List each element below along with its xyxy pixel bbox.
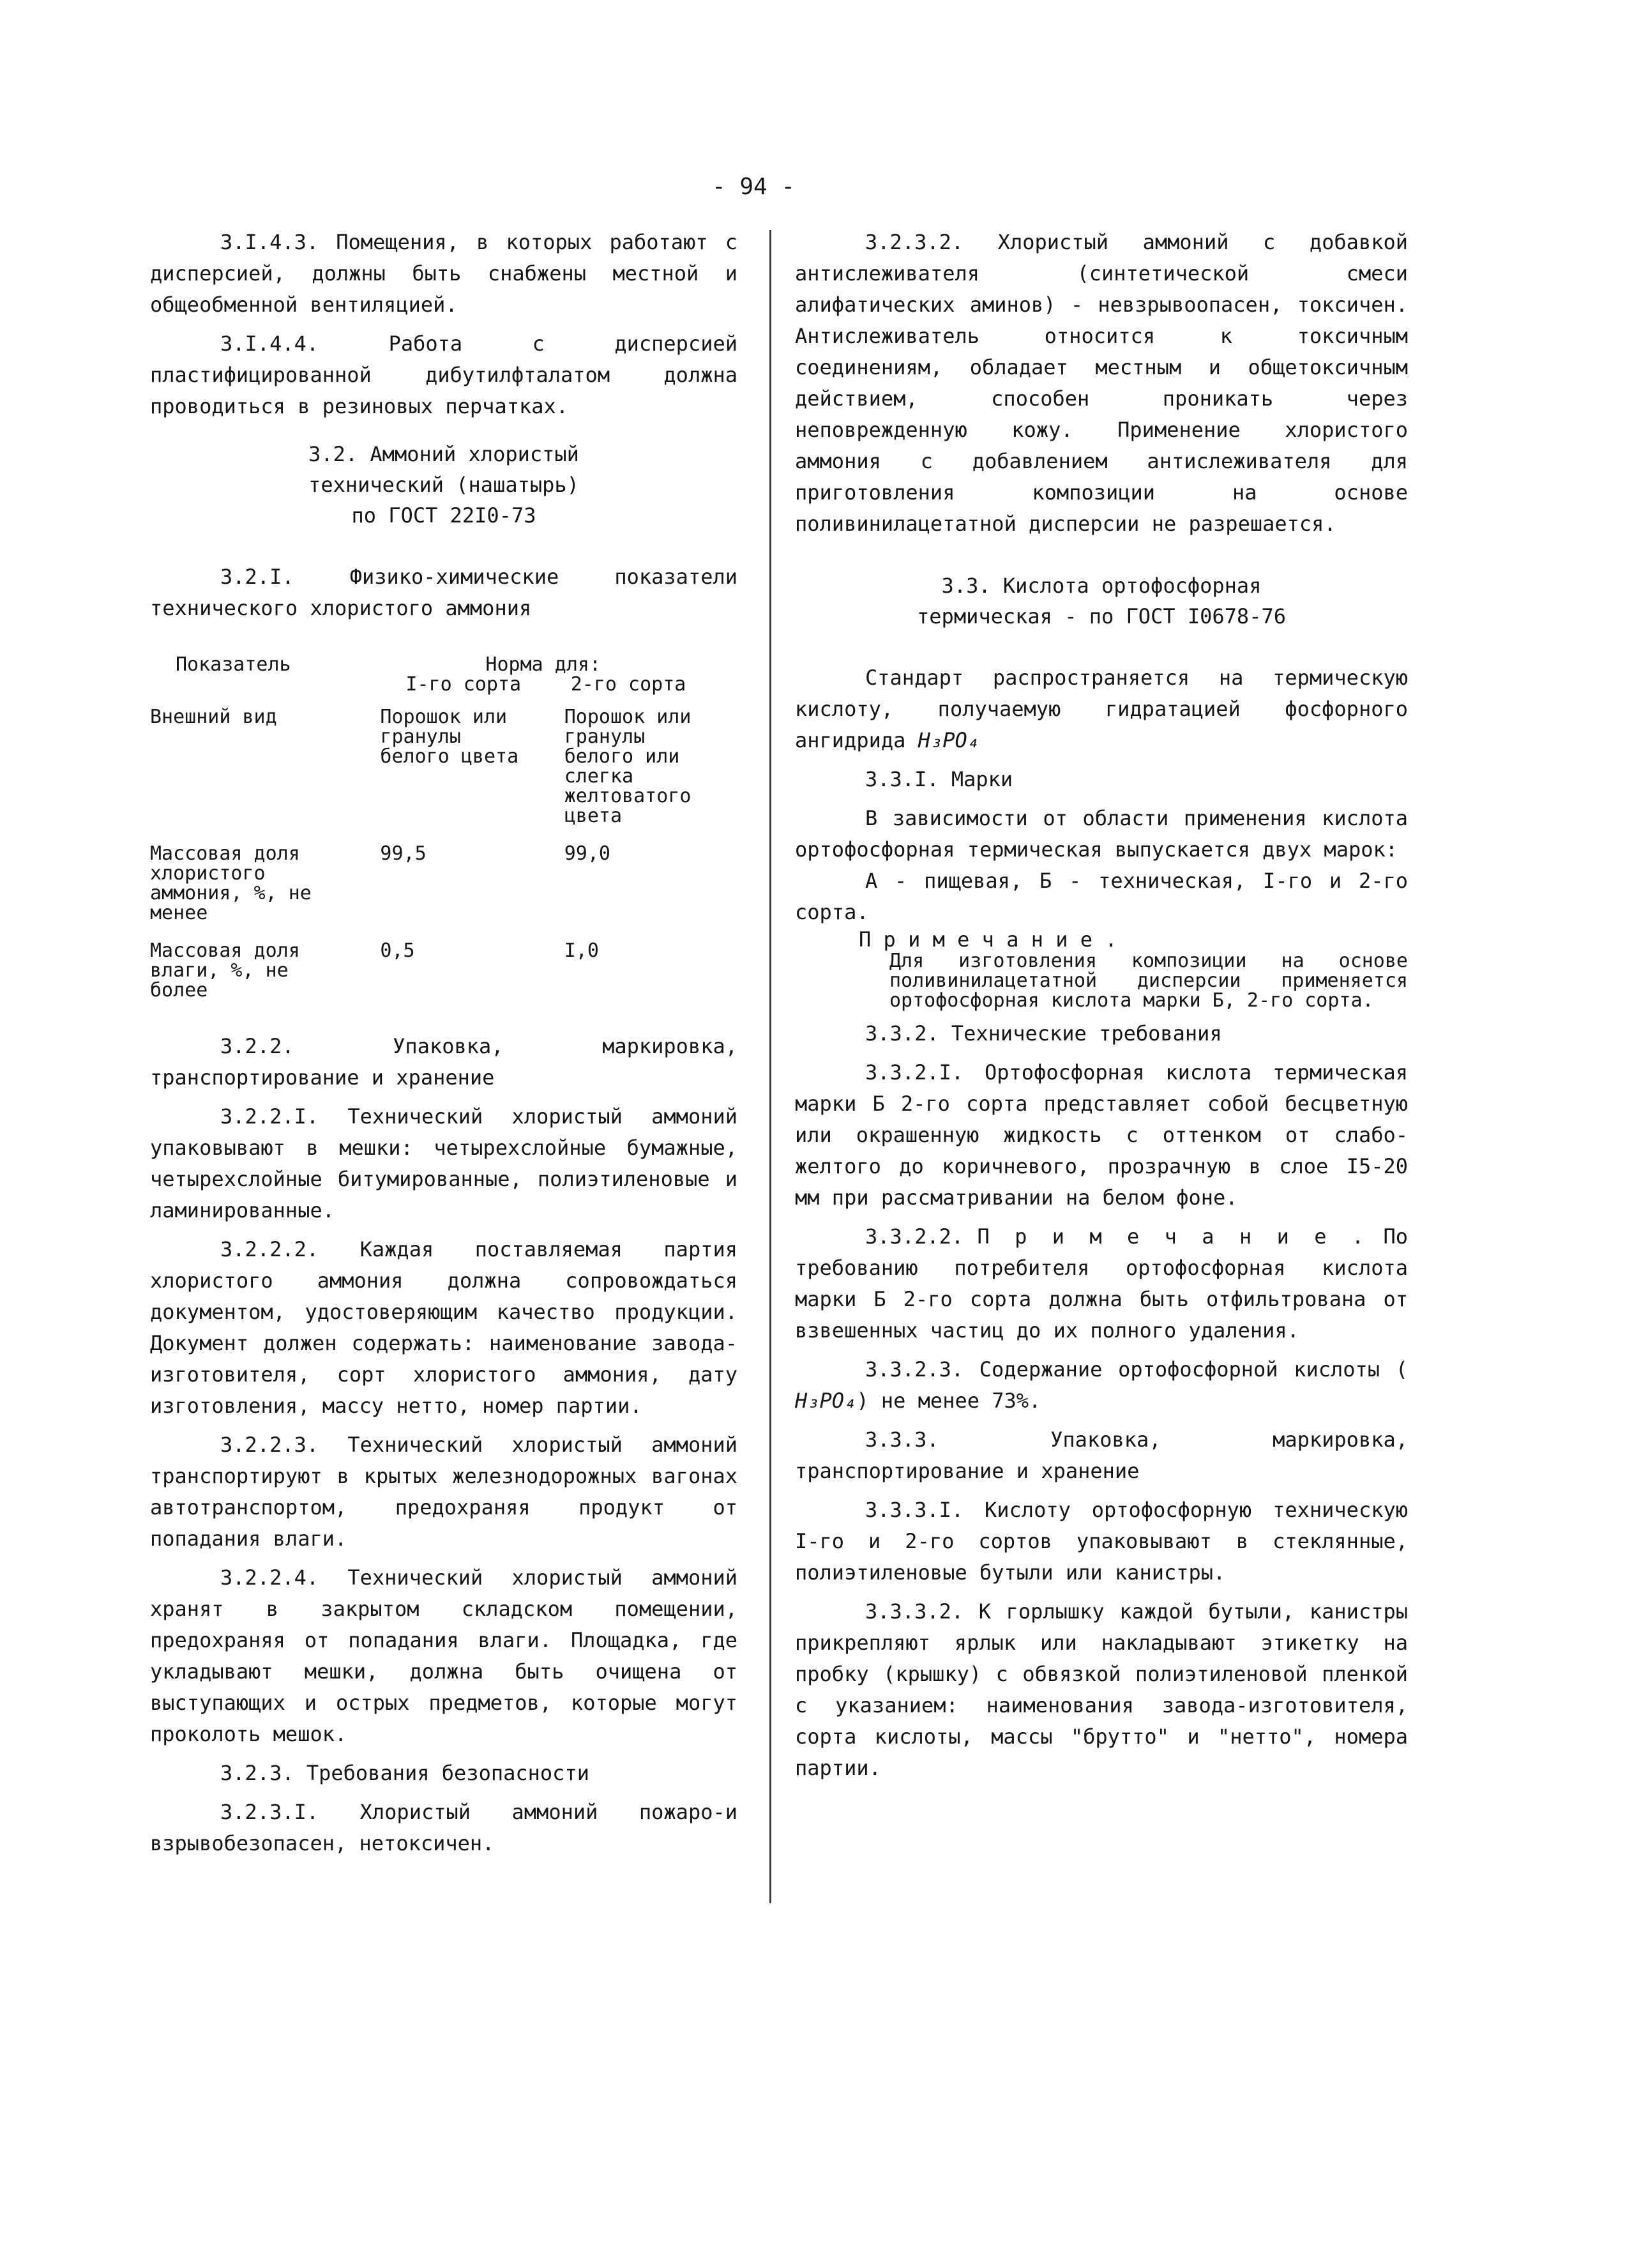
paragraph-3-3-2-1: 3.3.2.I. Ортофосфорная кислота термическая марки Б 2-го сорта представляет собой бесцветную или окрашенную жидкость с оттенком от слабо-желтого до коричневого, прозрачную в слое I5-20 мм при рассматривании на белом фоне. xyxy=(795,1060,1408,1210)
row-grade-2: 99,0 xyxy=(564,842,610,865)
table-subheader-row xyxy=(150,674,725,694)
paragraph-3-2-2-4: 3.2.2.4. Технический хлористый аммоний хранят в закрытом складском помещении, предохраняя от попадания влаги. Площадка, где укладывают мешки, должна быть очищена от выступающих и острых предметов, которые могут проколоть мешок. xyxy=(150,1565,737,1746)
header-norm: Норма для: xyxy=(485,653,601,676)
paragraph-3-2-2: 3.2.2. Упаковка, маркировка, транспортирование и хранение xyxy=(150,1034,737,1090)
header-grade-1: I-го сорта xyxy=(405,673,522,696)
table-row xyxy=(150,707,725,826)
table-row xyxy=(150,844,725,923)
formula-h3po4: H₃PO₄ xyxy=(918,728,979,752)
paragraph-3-3-2-3: 3.3.2.3. Содержание ортофосфорной кислоты ( H₃PO₄) не менее 73%. xyxy=(795,1357,1408,1413)
paragraph-3-2-3: 3.2.3. Требования безопасности xyxy=(220,1761,589,1785)
header-indicator: Показатель xyxy=(176,653,291,676)
paragraph-3-3-3-1: 3.3.3.I. Кислоту ортофосфорную техническую I-го и 2-го сортов упаковывают в стеклянные, полиэтиленовые бутыли или канистры. xyxy=(795,1498,1408,1585)
page-number: - 94 - xyxy=(712,174,796,200)
section-heading-line: по ГОСТ 22I0-73 xyxy=(351,503,536,528)
right-column xyxy=(795,227,1408,1784)
paragraph-grades: В зависимости от области применения кислота ортофосфорная термическая выпускается двух марок: xyxy=(795,806,1408,862)
row-grade-2: I,0 xyxy=(564,940,599,962)
paragraph-3-3-2: 3.3.2. Технические требования xyxy=(865,1021,1222,1046)
table-header-row xyxy=(150,655,725,674)
section-heading-line: термическая - по ГОСТ I0678-76 xyxy=(917,604,1286,628)
paragraph-3-2-3-1: 3.2.3.I. Хлористый аммоний пожаро-и взрывобезопасен, нетоксичен. xyxy=(150,1800,737,1855)
paragraph-intro: Стандарт распространяется на термическую кислоту, получаемую гидратацией фосфорного ангидрида H₃PO₄ xyxy=(795,666,1408,752)
paragraph-3-2-2-1: 3.2.2.I. Технический хлористый аммоний упаковывают в мешки: четырехслойные бумажные, четырехслойные битумированные, полиэтиленовые и ламинированные. xyxy=(150,1104,737,1222)
row-grade-1: 99,5 xyxy=(380,842,427,865)
row-grade-2: Порошок или гранулы белого или слегка желтоватого цвета xyxy=(564,706,692,827)
section-heading-line: технический (нашатырь) xyxy=(308,473,579,497)
section-heading-3-2 xyxy=(150,439,737,531)
section-heading-line: 3.2. Аммоний хлористый xyxy=(308,442,579,466)
row-grade-1: Порошок или гранулы белого цвета xyxy=(380,706,519,768)
header-grade-2: 2-го сорта xyxy=(570,673,686,696)
paragraph-grades-list: А - пищевая, Б - техническая, I-го и 2-го сорта. xyxy=(795,869,1408,924)
row-name: Массовая доля влаги, %, не более xyxy=(150,940,300,1001)
paragraph-3-3-1: 3.3.I. Марки xyxy=(865,767,1013,791)
row-name: Внешний вид xyxy=(150,706,277,728)
row-name: Массовая доля хлористого аммония, %, не менее xyxy=(150,842,312,924)
formula-h3po4: H₃PO₄ xyxy=(795,1389,857,1413)
paragraph-3-1-4-3: 3.I.4.3. Помещения, в которых работают с дисперсией, должны быть снабжены местной и общеобменной вентиляцией. xyxy=(150,230,737,317)
paragraph-3-2-2-2: 3.2.2.2. Каждая поставляемая партия хлористого аммония должна сопровождаться документом, удостоверяющим качество продукции. Документ должен содержать: наименование завода-изготовителя, сорт хлористого аммония, дату изготовления, массу нетто, номер партии. xyxy=(150,1237,737,1418)
note-label: П р и м е ч а н и е . xyxy=(859,927,1117,952)
section-heading-3-3 xyxy=(795,570,1408,632)
note-text: Для изготовления композиции на основе поливинилацетатной дисперсии применяется ортофосфорная кислота марки Б, 2-го сорта. xyxy=(889,950,1408,1012)
left-column xyxy=(150,227,737,1859)
paragraph-3-3-3: 3.3.3. Упаковка, маркировка, транспортирование и хранение xyxy=(795,1427,1408,1483)
properties-table xyxy=(150,655,725,1000)
paragraph-3-3-2-2: 3.3.2.2. П р и м е ч а н и е . По требованию потребителя ортофосфорная кислота марки Б 2-го сорта должна быть отфильтрована от взвешенных частиц до их полного удаления. xyxy=(795,1224,1409,1343)
paragraph-3-2-3-2: 3.2.3.2. Хлористый аммоний с добавкой антислеживателя (синтетической смеси алифатических аминов) - невзрывоопасен, токсичен. Антислеживатель относится к токсичным соединениям, обладает местным и общетоксичным действием, способен проникать через неповрежденную кожу. Применение хлористого аммония с добавлением антислеживателя для приготовления композиции на основе поливинилацетатной дисперсии не разрешается. xyxy=(795,230,1408,536)
section-heading-line: 3.3. Кислота ортофосфорная xyxy=(941,574,1262,598)
paragraph-3-2-1: 3.2.I. Физико-химические показатели технического хлористого аммония xyxy=(150,565,737,620)
column-divider xyxy=(769,230,771,1903)
row-grade-1: 0,5 xyxy=(380,940,415,962)
table-row xyxy=(150,941,725,1000)
paragraph-3-2-2-3: 3.2.2.3. Технический хлористый аммоний транспортируют в крытых железнодорожных вагонах автотранспортом, предохраняя продукт от попадания влаги. xyxy=(150,1433,737,1551)
paragraph-3-3-3-2: 3.3.3.2. К горлышку каждой бутыли, канистры прикрепляют ярлык или накладывают этикетку на пробку (крышку) с обвязкой полиэтиленовой пленкой с указанием: наименования завода-изготовителя, сорта кислоты, массы "брутто" и "нетто", номера партии. xyxy=(795,1599,1408,1780)
paragraph-3-1-4-4: 3.I.4.4. Работа с дисперсией пластифицированной дибутилфталатом должна проводиться в резиновых перчатках. xyxy=(150,331,737,418)
